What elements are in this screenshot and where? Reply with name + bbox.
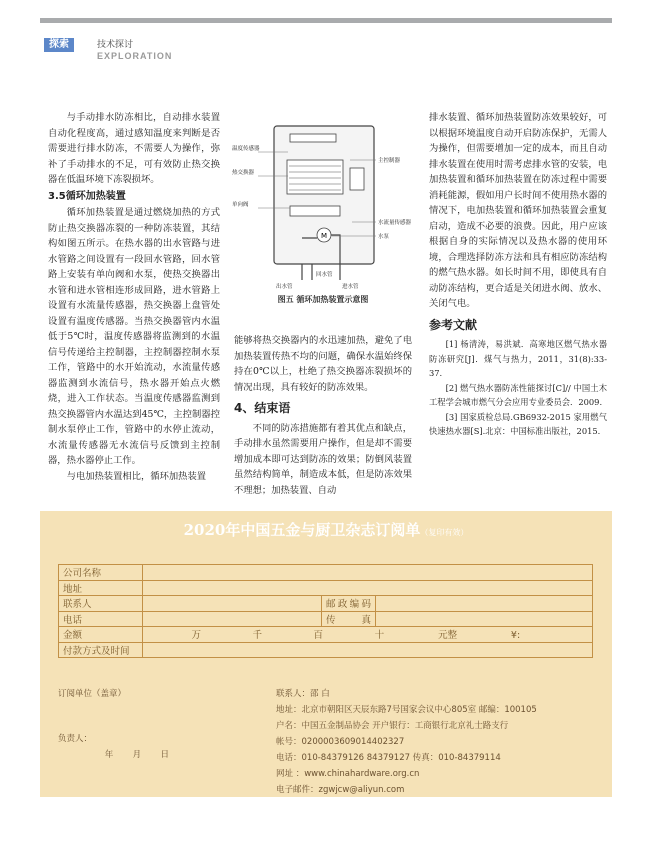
person-in-charge-label: 负责人：: [58, 734, 93, 744]
field-fax[interactable]: [376, 611, 593, 627]
paragraph: 循环加热装置是通过燃烧加热的方式防止热交换器冻裂的一种防冻装置，其结构如图五所示。在热水器的出水管路与进水管路之间设置有一段回水管路，回水管路上安装有单向阀和水泵，使热交换器出水管和进水管相连形成回路，进水管路上设置有水流量传感器，热交换器上盘管处设置有温度传感器。当热交换器管内水温低于5℃时，温度传感器将监测到的水温信号传递给主控制器，主控制器控制水泵工作，管路中的水开始流动，水流量传感器监测到水流信号，热水器开始点火燃烧，进入工作状态。当温度传感器监测到热交换器管内水温达到45℃，主控制器控制水泵停止工作，管路中的水停止流动，水流量传感器无水流信号反馈到主控制器，热水器停止工作。: [48, 207, 220, 466]
field-amount[interactable]: [143, 627, 593, 643]
column-3: [429, 110, 607, 439]
column-2: [234, 333, 412, 498]
row-address: [59, 580, 593, 596]
unit-qian: 千: [252, 630, 263, 642]
label-inlet: 进水管: [342, 284, 359, 290]
section-title-cn: 技术探讨: [97, 40, 134, 50]
label-company: 公司名称: [59, 565, 143, 581]
label-contact: 联系人: [59, 596, 143, 612]
paragraph: 与电加热装置相比，循环加热装置: [66, 470, 207, 482]
field-company[interactable]: [143, 565, 593, 581]
label-address: 地址: [59, 580, 143, 596]
section-tag: 探索: [44, 38, 74, 52]
field-phone[interactable]: [143, 611, 322, 627]
date-line: [58, 748, 169, 760]
label-flow-sensor: 水流量传感器: [378, 220, 412, 226]
form-title: [40, 519, 612, 540]
label-payment: 付款方式及时间: [59, 642, 143, 658]
label-amount: 金额: [59, 627, 143, 643]
field-contact[interactable]: [143, 596, 322, 612]
reference-3: [3] 国家质检总局.GB6932-2015 家用燃气快速热水器[S].北京：中国标准出版社，2015.: [429, 411, 607, 436]
section-title-en: EXPLORATION: [97, 51, 173, 61]
label-controller: 主控制器: [378, 158, 401, 164]
field-address[interactable]: [143, 580, 593, 596]
form-title-text: 2020年中国五金与厨卫杂志订阅单: [183, 521, 421, 539]
label-phone: 电话: [59, 611, 143, 627]
reference-2: [2] 燃气热水器防冻性能探讨[C]// 中国土木工程学会城市燃气分会应用专业委员会．2009.: [429, 382, 607, 407]
form-table: [58, 564, 593, 658]
label-pump: 水泵: [378, 234, 390, 240]
label-check-valve: 单向阀: [232, 202, 249, 208]
account-number-info: 帐号：0200003609014402327: [276, 737, 405, 747]
subheading-3-5: 3.5循环加热装置: [48, 190, 126, 202]
row-payment: [59, 642, 593, 658]
paragraph: 与手动排水防冻相比，自动排水装置自动化程度高，通过感知温度来判断是否需要进行排水防冻，不需要人为操作，弥补了手动排水的不足，可有效防止热交换器在低温环境下冻裂损坏。: [48, 112, 220, 185]
label-return: 回水管: [316, 272, 333, 278]
figure-5-diagram: [232, 120, 414, 290]
label-postcode: 邮政编码: [322, 596, 376, 612]
label-temp-sensor: 温度传感器: [232, 146, 260, 152]
row-contact: [59, 596, 593, 612]
figure-caption: 图五 循环加热装置示意图: [277, 295, 369, 304]
field-payment[interactable]: [143, 642, 593, 658]
paragraph: 不同的防冻措施都有着其优点和缺点，手动排水虽然需要用户操作，但是却不需要增加成本即可达到防冻的效果；防倒风装置虽然结构简单，制造成本低，但是防冻效果不理想；加热装置、自动: [234, 422, 412, 496]
label-fax: 传真: [322, 611, 376, 627]
label-outlet: 出水管: [276, 284, 293, 290]
unit-shi: 十: [374, 630, 385, 642]
day-label: 日: [160, 750, 170, 760]
unit-wan: 万: [191, 630, 201, 642]
form-title-note: （复印有效）: [420, 528, 469, 537]
row-phone: [59, 611, 593, 627]
subscriber-unit-label: 订阅单位（盖章）: [58, 689, 127, 699]
yen-label: ¥:: [510, 630, 521, 642]
top-rule: [40, 18, 612, 23]
references-heading: 参考文献: [429, 317, 478, 332]
year-label: 年: [104, 750, 114, 760]
paragraph: 排水装置、循环加热装置防冻效果较好，可以根据环境温度自动开启防冻保护，无需人为操作，但需要增加一定的成本，而且自动排水装置在使用时需考虑排水管的安装，电加热装置和循环加热装置在防冻过程中需要消耗能源，假如用户长时间不使用热水器的情况下，电加热装置和循环加热装置会重复启动，造成不必要的浪费。因此，用户应该根据自身的实际情况以及热水器的使用环境，合理选择防冻方法和具有相应防冻结构的燃气热水器。如长时间不用，即使具有自动防冻结构，更合适是关闭进水阀、放水、关闭气电。: [429, 112, 607, 309]
unit-bai: 百: [313, 630, 324, 642]
row-company: [59, 565, 593, 581]
heading-conclusion: 4、结束语: [234, 401, 291, 415]
email-info: 电子邮件：zgwjcw@aliyun.com: [276, 785, 405, 795]
reference-1: [1] 杨清涛，易洪斌．高寒地区燃气热水器防冻研究[J]．煤气与热力，2011，31(8):33-37.: [429, 339, 607, 378]
svg-text:M: M: [321, 232, 328, 240]
address-info: 地址：北京市朝阳区天辰东路7号国家会议中心805室 邮编：100105: [276, 705, 537, 715]
account-name-info: 户名：中国五金制品协会 开户银行：工商银行北京礼士路支行: [276, 721, 509, 731]
website-info: 网址 ：www.chinahardware.org.cn: [276, 769, 420, 779]
contact-info: 联系人：邵 白: [276, 689, 330, 699]
subscription-form: [40, 511, 612, 797]
unit-yuan: 元整: [438, 630, 458, 642]
row-amount: [59, 627, 593, 643]
tel-info: 电话：010-84379126 84379127 传真：010-84379114: [276, 753, 501, 763]
field-postcode[interactable]: [376, 596, 593, 612]
month-label: 月: [132, 750, 142, 760]
label-heat-exchanger: 热交换器: [232, 170, 255, 176]
column-1: [48, 110, 220, 484]
paragraph: 能够将热交换器内的水迅速加热，避免了电加热装置传热不均的问题，确保水温始终保持在0℃以上，杜绝了热交换器冻裂损坏的情况出现，具有较好的防冻效果。: [234, 335, 412, 393]
